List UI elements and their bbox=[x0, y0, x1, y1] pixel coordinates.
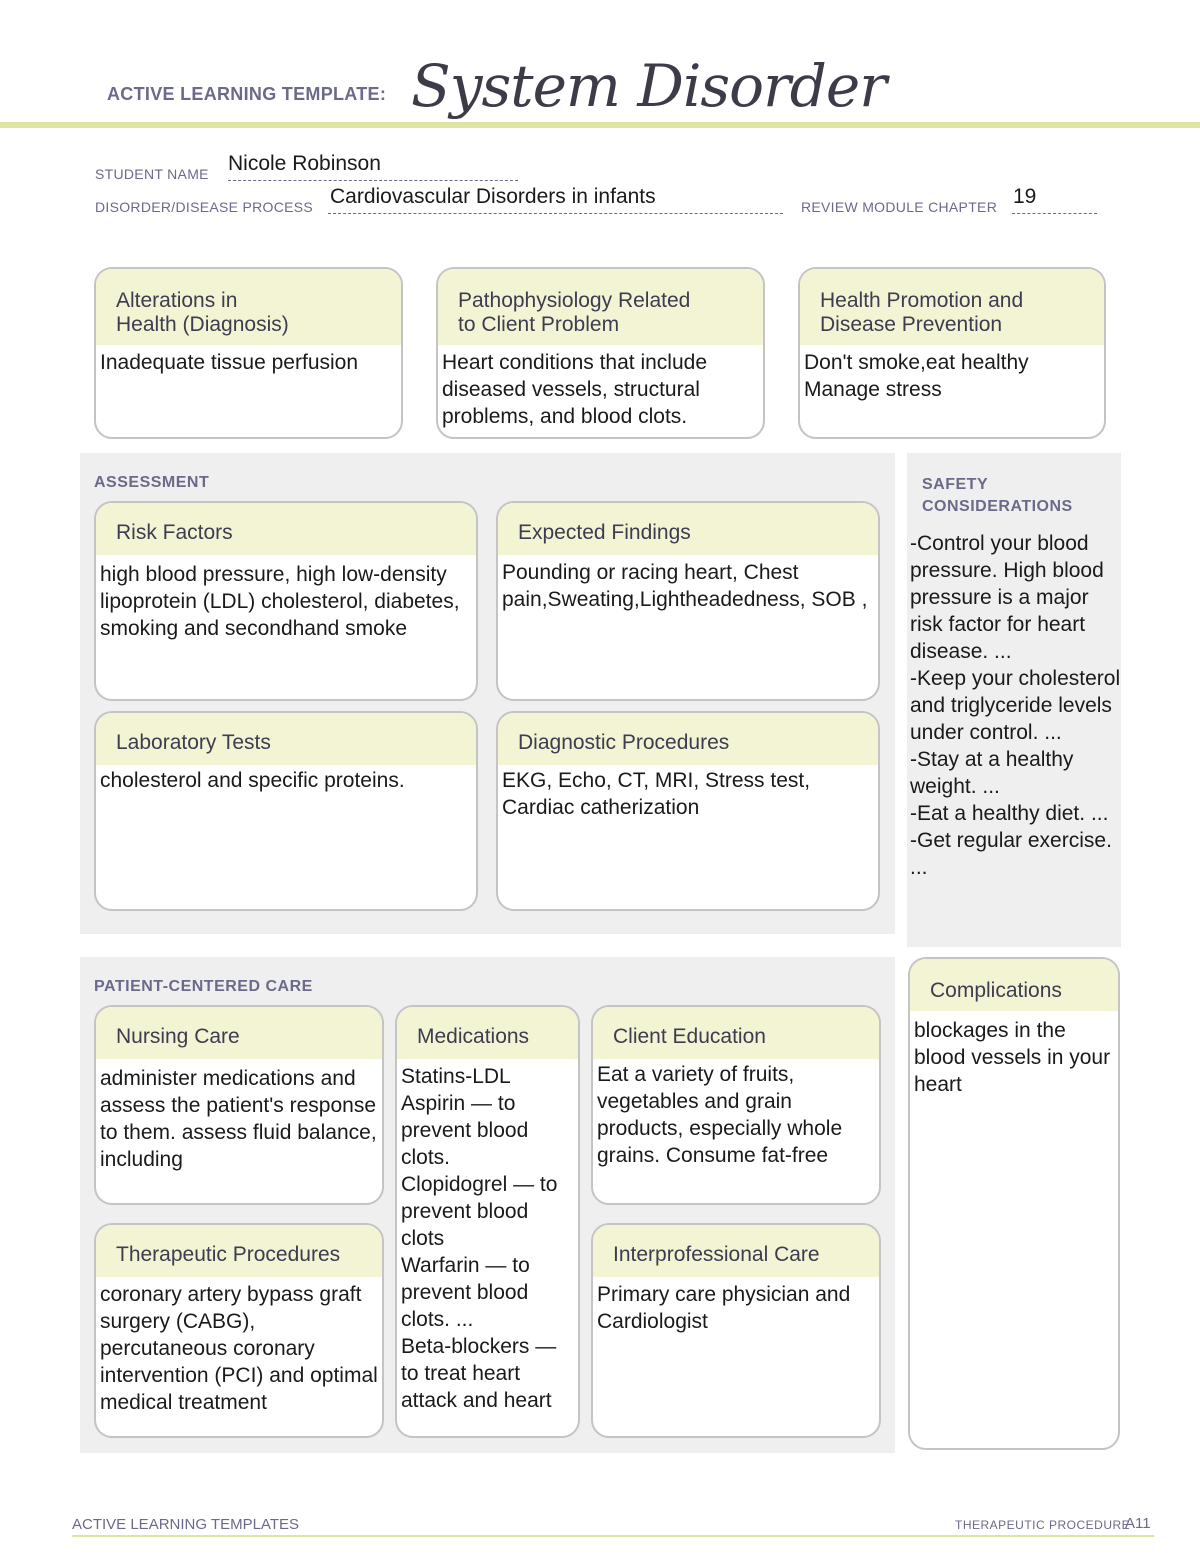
nursing-care-text[interactable]: administer medications and assess the patient's response to them. assess fluid balance, including bbox=[100, 1067, 377, 1171]
health-promotion-box bbox=[798, 267, 1106, 439]
client-education-title: Client Education bbox=[593, 1007, 879, 1059]
diagnostic-procedures-text[interactable]: EKG, Echo, CT, MRI, Stress test, Cardiac catherization bbox=[502, 769, 811, 819]
expected-findings-box bbox=[496, 501, 880, 701]
diagnostic-procedures-box bbox=[496, 711, 880, 911]
pathophysiology-title: Pathophysiology Related to Client Problem bbox=[438, 269, 763, 345]
assessment-label: ASSESSMENT bbox=[94, 474, 210, 491]
diagnostic-procedures-title: Diagnostic Procedures bbox=[498, 713, 878, 765]
expected-findings-title: Expected Findings bbox=[498, 503, 878, 555]
student-name-underline bbox=[228, 180, 518, 181]
complications-title: Complications bbox=[910, 959, 1118, 1011]
client-education-text[interactable]: Eat a variety of fruits, vegetables and grain products, especially whole grains. Consume fat-free bbox=[597, 1063, 843, 1167]
medications-title: Medications bbox=[397, 1007, 578, 1059]
nursing-care-title: Nursing Care bbox=[96, 1007, 382, 1059]
pathophysiology-text[interactable]: Heart conditions that include diseased vessels, structural problems, and blood clots. bbox=[442, 351, 707, 428]
template-label: ACTIVE LEARNING TEMPLATE: bbox=[107, 84, 387, 104]
patient-care-label: PATIENT-CENTERED CARE bbox=[94, 978, 313, 995]
complications-text[interactable]: blockages in the blood vessels in your heart bbox=[914, 1019, 1111, 1096]
risk-factors-title: Risk Factors bbox=[96, 503, 476, 555]
page-number: A11 bbox=[1125, 1515, 1151, 1532]
interprofessional-care-box bbox=[591, 1223, 881, 1438]
expected-findings-text[interactable]: Pounding or racing heart, Chest pain,Sweating,Lightheadedness, SOB , bbox=[502, 561, 868, 611]
disorder-underline bbox=[328, 213, 783, 214]
client-education-box bbox=[591, 1005, 881, 1205]
footer-divider bbox=[72, 1535, 1154, 1537]
medications-text[interactable]: Statins-LDL Aspirin — to prevent blood clots. Clopidogrel — to prevent blood clots Warfarin — to prevent blood clots. ... Beta-blockers — to treat heart attack and heart bbox=[401, 1065, 558, 1412]
laboratory-tests-title: Laboratory Tests bbox=[96, 713, 476, 765]
alterations-text[interactable]: Inadequate tissue perfusion bbox=[100, 351, 359, 374]
safety-label: SAFETY CONSIDERATIONS bbox=[922, 476, 1073, 515]
therapeutic-procedures-box bbox=[94, 1223, 384, 1438]
chapter-value[interactable]: 19 bbox=[1013, 185, 1037, 208]
footer-right: THERAPEUTIC PROCEDURE bbox=[955, 1518, 1131, 1532]
interprofessional-care-title: Interprofessional Care bbox=[593, 1225, 879, 1277]
laboratory-tests-box bbox=[94, 711, 478, 911]
pathophysiology-box bbox=[436, 267, 765, 439]
disorder-value[interactable]: Cardiovascular Disorders in infants bbox=[330, 185, 656, 208]
complications-box bbox=[908, 957, 1120, 1450]
medications-box bbox=[395, 1005, 580, 1438]
health-promotion-text[interactable]: Don't smoke,eat healthy Manage stress bbox=[804, 351, 1029, 401]
footer-left: ACTIVE LEARNING TEMPLATES bbox=[72, 1516, 299, 1533]
student-name-label: STUDENT NAME bbox=[95, 166, 209, 182]
therapeutic-procedures-text[interactable]: coronary artery bypass graft surgery (CABG), percutaneous coronary intervention (PCI) and optimal medical treatment bbox=[100, 1283, 378, 1414]
health-promotion-title: Health Promotion and Disease Prevention bbox=[800, 269, 1104, 345]
student-name-value[interactable]: Nicole Robinson bbox=[228, 152, 381, 175]
page-title: System Disorder bbox=[411, 52, 886, 120]
interprofessional-care-text[interactable]: Primary care physician and Cardiologist bbox=[597, 1283, 851, 1333]
chapter-label: REVIEW MODULE CHAPTER bbox=[801, 199, 998, 215]
nursing-care-box bbox=[94, 1005, 384, 1205]
therapeutic-procedures-title: Therapeutic Procedures bbox=[96, 1225, 382, 1277]
laboratory-tests-text[interactable]: cholesterol and specific proteins. bbox=[100, 769, 405, 792]
risk-factors-text[interactable]: high blood pressure, high low-density lipoprotein (LDL) cholesterol, diabetes, smoking and secondhand smoke bbox=[100, 563, 460, 640]
chapter-underline bbox=[1012, 213, 1097, 214]
risk-factors-box bbox=[94, 501, 478, 701]
header-divider bbox=[0, 122, 1200, 128]
alterations-title: Alterations in Health (Diagnosis) bbox=[96, 269, 401, 345]
disorder-label: DISORDER/DISEASE PROCESS bbox=[95, 199, 314, 215]
alterations-box bbox=[94, 267, 403, 439]
safety-text[interactable]: -Control your blood pressure. High blood pressure is a major risk factor for heart disease. ... -Keep your cholesterol and triglyceride levels under control. ... -Stay at a healthy weight. ... -Eat a healthy diet. ... -Get regular exercise. ... bbox=[910, 532, 1121, 879]
